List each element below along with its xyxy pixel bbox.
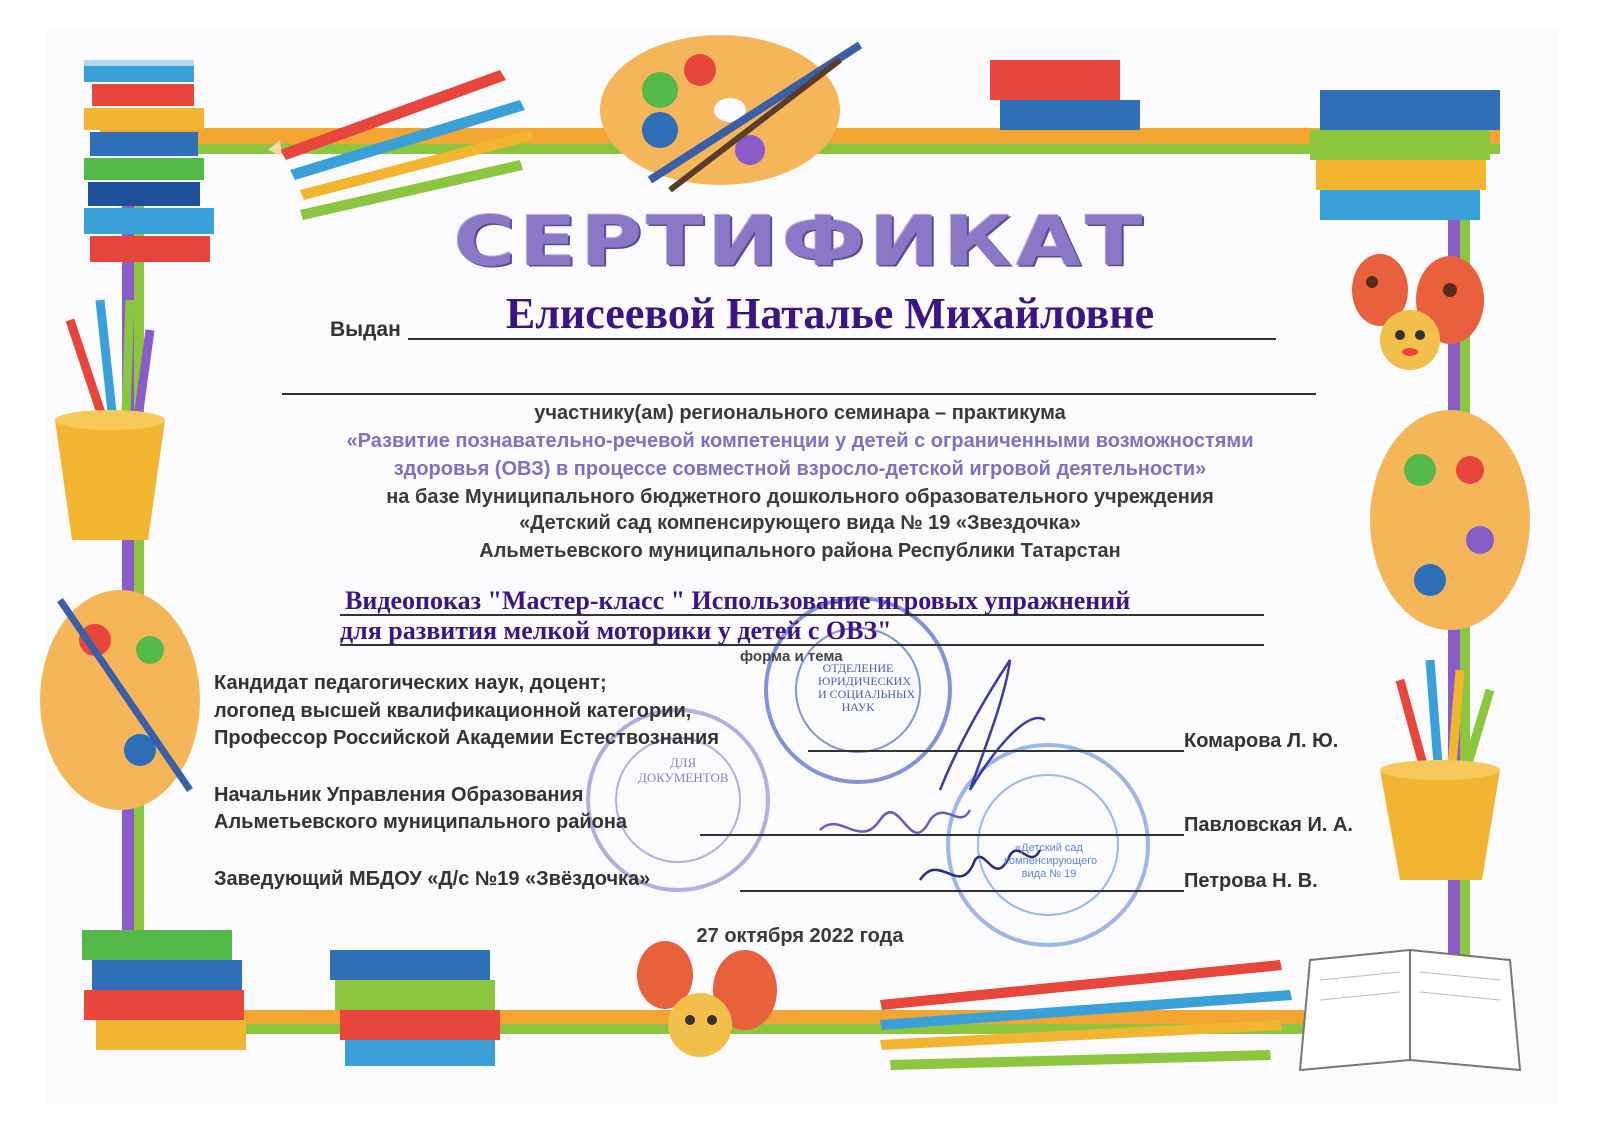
stamp-3-text [1004,842,1098,881]
signer-1-role-2: логопед высшей квалификационной категории, [214,700,692,722]
topic-line-2: для развития мелкой моторики у детей с ОВЗ" [340,616,892,645]
stamp-1-line-1: ОТДЕЛЕНИЕ [822,661,894,675]
participants-line: участнику(ам) регионального семинара – практикума [534,402,1066,424]
stamp-3-line-1: «Детский сад [1015,842,1083,854]
institution-line-3: Альметьевского муниципального района Республики Татарстан [479,540,1121,562]
stamp-2-line-2: ДОКУМЕНТОВ [638,770,729,785]
signer-2-role-2: Альметьевского муниципального района [214,811,628,833]
signer-1-line [808,750,1184,752]
signer-2-line [700,834,1184,836]
signature-komarova [940,660,1045,790]
frame-bottom-stripe-green [100,1024,1500,1034]
open-book-icon [1300,950,1520,1070]
stamp-1-line-2: ЮРИДИЧЕСКИХ [818,674,911,688]
palette-top-icon [600,35,860,190]
signer-1-role-3: Профессор Российской Академии Естествознания [214,727,719,749]
signer-3-name: Петрова Н. В. [1184,870,1318,892]
signer-3-line [740,890,1184,892]
stamp-1-line-3: И СОЦИАЛЬНЫХ [818,687,916,701]
pencils-top-icon [268,70,534,220]
stamp-1-text [818,661,916,714]
certificate-title: СЕРТИФИКАТ [453,200,1147,282]
signer-2-name: Павловская И. А. [1184,814,1353,836]
pencil-cup-right-icon [1380,660,1500,880]
stamp-3-line-2: компенсирующего [1004,855,1098,867]
books-bottom-left-icon [82,930,500,1066]
recipient-name: Елисеевой Наталье Михайловне [505,289,1155,338]
signer-1-name: Комарова Л. Ю. [1184,730,1339,752]
stamp-1-line-4: НАУК [841,700,875,714]
signer-2-role-1: Начальник Управления Образования [214,784,584,806]
recipient-second-line [282,393,1316,395]
topic-underline-2 [340,644,1264,646]
stamp-2-line-1: ДЛЯ [669,755,697,770]
issued-label: Выдан [330,318,401,341]
seminar-title-line-1: «Развитие познавательно-речевой компетенции у детей с ограниченными возможностями [346,430,1254,452]
stamp-3-line-3: вида № 19 [1021,868,1077,880]
signer-3-role-1: Заведующий МБДОУ «Д/с №19 «Звёздочка» [214,868,651,890]
institution-line-1: на базе Муниципального бюджетного дошкольного образовательного учреждения [386,486,1214,508]
palette-left-icon [40,590,200,810]
ladybug-bottom-icon [637,941,777,1057]
institution-line-2: «Детский сад компенсирующего вида № 19 «Звездочка» [519,512,1081,534]
seminar-title-line-2: здоровья (ОВЗ) в процессе совместной взросло-детской игровой деятельности» [393,458,1207,480]
topic-caption: форма и тема [740,648,843,665]
signer-1-role-1: Кандидат педагогических наук, доцент; [214,672,607,694]
frame-bottom-stripe [100,1010,1500,1024]
topic-line-1: Видеопоказ "Мастер-класс " Использование игровых упражнений [345,586,1131,615]
certificate-date: 27 октября 2022 года [696,925,904,947]
stamp-2-text [638,755,728,785]
